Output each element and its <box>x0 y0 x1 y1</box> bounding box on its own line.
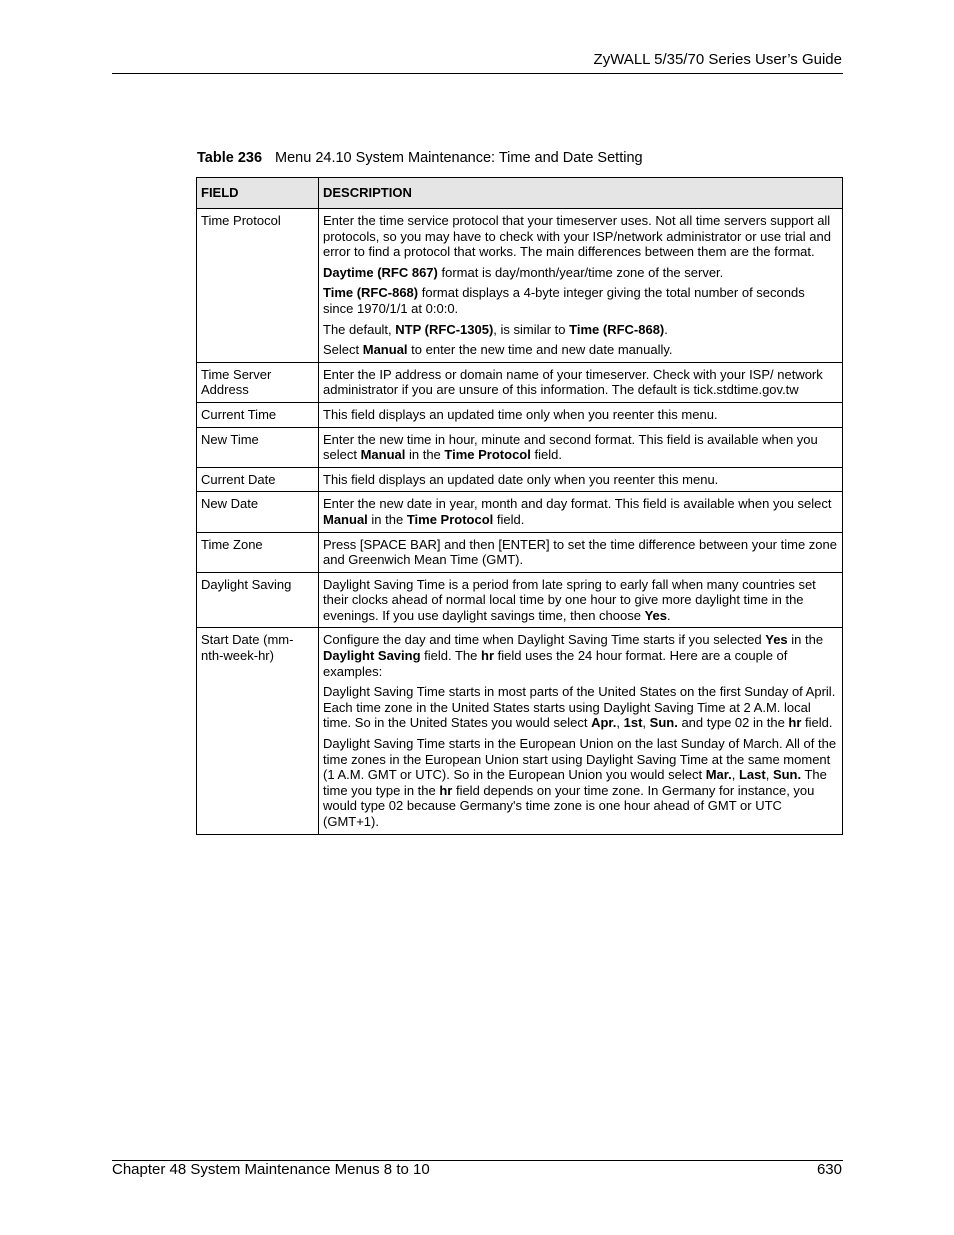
field-description-cell <box>319 492 843 532</box>
field-description-cell <box>319 427 843 467</box>
bold-term: Manual <box>323 511 368 527</box>
description-paragraph <box>323 322 838 338</box>
table-row <box>197 402 843 427</box>
text-run: in the <box>405 447 445 463</box>
text-run: Daylight Saving Time starts in most parts of the United States on the first Sunday of April. Each time zone in the United States starts using Daylight Saving Time at 2 A.M. local time. So in the United States you would select <box>323 684 836 731</box>
bold-term: Yes <box>644 607 668 623</box>
bold-term: Time Protocol <box>406 511 494 527</box>
text-run: This field displays an updated date only when you reenter this menu. <box>323 471 719 487</box>
page-number: 630 <box>816 1161 842 1178</box>
description-paragraph <box>323 632 838 679</box>
text-run: field uses the 24 hour format. Here are a couple of examples: <box>323 648 788 679</box>
text-run: Daylight Saving Time is a period from late spring to early fall when many countries set their clocks ahead of normal local time by one hour to give more daylight time in the evenings. If you use daylight savings time, then choose <box>323 576 816 623</box>
bold-term: hr <box>788 715 802 731</box>
field-name-cell: Time Zone <box>197 532 319 572</box>
description-paragraph <box>323 407 838 423</box>
field-description-cell <box>319 572 843 628</box>
text-run: , <box>642 715 650 731</box>
text-run: Enter the new time in hour, minute and second format. This field is available when you select <box>323 431 818 463</box>
bold-term: Time Protocol <box>444 447 531 463</box>
text-run: field. <box>801 715 833 731</box>
text-run: Enter the time service protocol that your timeserver uses. Not all time servers support all protocols, so you may have to check with your ISP/network administrator or use trial and error to find a protocol that works. The main differences between them are the format. <box>323 213 831 260</box>
field-name-cell: Start Date (mm-nth-week-hr) <box>197 628 319 834</box>
text-run: This field displays an updated time only when you reenter this menu. <box>323 406 718 422</box>
header-divider <box>112 73 843 74</box>
bold-term: 1st <box>623 715 643 731</box>
text-run: Enter the new date in year, month and day format. This field is available when you select <box>323 496 832 512</box>
table-row <box>197 572 843 628</box>
column-header-description: DESCRIPTION <box>319 178 843 209</box>
field-name-cell: Time Protocol <box>197 209 319 363</box>
field-description-cell <box>319 532 843 572</box>
field-description-cell <box>319 628 843 834</box>
description-paragraph <box>323 736 838 830</box>
text-run: and type 02 in the <box>677 715 789 731</box>
table-row <box>197 209 843 363</box>
table-row <box>197 467 843 492</box>
text-run: The default, <box>323 321 396 337</box>
bold-term: Manual <box>362 342 408 358</box>
text-run: , <box>765 767 773 783</box>
bold-term: Sun. <box>772 767 802 783</box>
description-paragraph <box>323 285 838 316</box>
description-paragraph <box>323 684 838 731</box>
text-run: field. <box>493 511 525 527</box>
field-name-cell: Current Time <box>197 402 319 427</box>
field-description-cell <box>319 209 843 363</box>
bold-term: hr <box>481 648 494 664</box>
column-header-field: FIELD <box>197 178 319 209</box>
text-run: field depends on your time zone. In Germany for instance, you would type 02 because Germany's time zone is one hour ahead of GMT or UTC (GMT+1). <box>323 782 815 829</box>
text-run: Daylight Saving Time starts in the European Union on the last Sunday of March. All of the time zones in the European Union start using Daylight Saving Time at the same moment (1 A.M. GMT or UTC). So in the European Union you would select <box>323 736 837 783</box>
field-description-table <box>196 177 843 835</box>
field-name-cell: Current Date <box>197 467 319 492</box>
text-run: format displays a 4-byte integer giving the total number of seconds since 1970/1/1 at 0:0:0. <box>323 285 805 316</box>
text-run: format is day/month/year/time zone of the server. <box>437 264 724 280</box>
text-run: , <box>731 767 739 783</box>
field-description-cell <box>319 402 843 427</box>
table-header-row <box>197 178 843 209</box>
bold-term: Last <box>738 767 766 783</box>
text-run: Press [SPACE BAR] and then [ENTER] to set the time difference between your time zone and Greenwich Mean Time (GMT). <box>323 536 837 568</box>
text-run: to enter the new time and new date manually. <box>407 342 673 358</box>
description-paragraph <box>323 265 838 281</box>
bold-term: Yes <box>765 632 788 648</box>
field-name-cell: Time Server Address <box>197 362 319 402</box>
description-paragraph <box>323 342 838 358</box>
description-paragraph <box>323 537 838 568</box>
bold-term: hr <box>439 782 453 798</box>
bold-term: Daytime (RFC 867) <box>323 264 438 280</box>
bold-term: Apr. <box>591 715 617 731</box>
field-name-cell: Daylight Saving <box>197 572 319 628</box>
table-row <box>197 628 843 834</box>
text-run: field. The <box>420 648 481 664</box>
table-title: Menu 24.10 System Maintenance: Time and Date Setting <box>275 150 643 166</box>
description-paragraph <box>323 367 838 398</box>
table-row <box>197 362 843 402</box>
text-run: , <box>616 715 624 731</box>
bold-term: Manual <box>360 447 406 463</box>
description-paragraph <box>323 432 838 463</box>
field-description-cell <box>319 467 843 492</box>
field-name-cell: New Time <box>197 427 319 467</box>
running-header: ZyWALL 5/35/70 Series User’s Guide <box>593 51 842 68</box>
bold-term: Mar. <box>705 767 732 783</box>
text-run: Configure the day and time when Daylight Saving Time starts if you selected <box>323 632 766 648</box>
field-name-cell: New Date <box>197 492 319 532</box>
bold-term: Time (RFC-868) <box>569 321 665 337</box>
footer-chapter: Chapter 48 System Maintenance Menus 8 to 10 <box>112 1161 430 1178</box>
text-run: in the <box>367 511 407 527</box>
description-paragraph <box>323 213 838 260</box>
text-run: . <box>664 321 668 337</box>
text-run: Enter the IP address or domain name of your timeserver. Check with your ISP/ network administrator if you are unsure of this information. The default is tick.stdtime.gov.tw <box>323 366 823 398</box>
table-body <box>197 209 843 835</box>
bold-term: Sun. <box>649 715 678 731</box>
bold-term: Time (RFC-868) <box>323 285 419 301</box>
text-run: , is similar to <box>493 321 570 337</box>
table-caption <box>197 149 643 167</box>
description-paragraph <box>323 472 838 488</box>
table-row <box>197 427 843 467</box>
text-run: Select <box>323 342 363 358</box>
text-run: The time you type in the <box>323 767 827 798</box>
text-run: . <box>667 607 671 623</box>
text-run: field. <box>530 447 562 463</box>
field-description-cell <box>319 362 843 402</box>
bold-term: NTP (RFC-1305) <box>395 321 494 337</box>
text-run: in the <box>787 632 824 648</box>
description-paragraph <box>323 496 838 527</box>
table-row <box>197 492 843 532</box>
bold-term: Daylight Saving <box>323 648 421 664</box>
description-paragraph <box>323 577 838 624</box>
table-number: Table 236 <box>197 150 263 166</box>
table-row <box>197 532 843 572</box>
